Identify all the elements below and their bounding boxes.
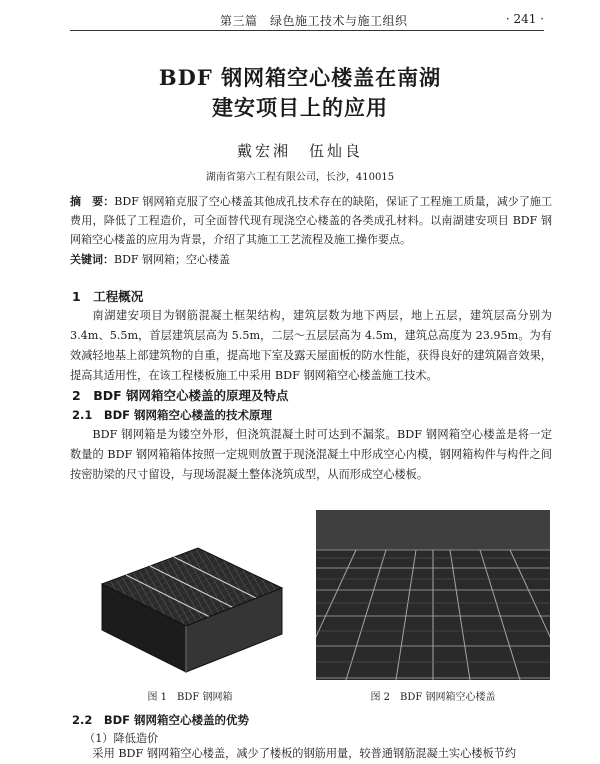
figure-2-image	[316, 510, 550, 680]
section-2-2-body: 采用 BDF 钢网箱空心楼盖，减少了楼板的钢筋用量，较普通钢筋混凝土实心楼板节约	[92, 747, 517, 760]
keywords	[70, 250, 552, 269]
keywords-label: 关键词：	[70, 253, 114, 266]
section-2-2-heading: 2.2 BDF 钢网箱空心楼盖的优势	[72, 713, 250, 727]
abstract-label: 摘 要：	[70, 195, 115, 208]
section-2-heading: 2 BDF 钢网箱空心楼盖的原理及特点	[72, 388, 289, 403]
chapter-title: 第三篇 绿色施工技术与施工组织	[220, 14, 408, 28]
page-number: · 241 ·	[505, 12, 544, 26]
running-header	[70, 8, 544, 31]
section-2-2-item-1: （1）降低造价	[84, 732, 159, 745]
paper-title-line1: BDF 钢网箱空心楼盖在南湖	[158, 65, 442, 90]
figure-1-caption: 图 1 BDF 钢网箱	[147, 692, 233, 703]
figure-1-image	[90, 522, 290, 687]
section-1-heading: 1 工程概况	[72, 289, 144, 304]
paper-title-line2: 建安项目上的应用	[212, 95, 388, 120]
figure-2-caption: 图 2 BDF 钢网箱空心楼盖	[370, 692, 496, 703]
section-2-1-heading: 2.1 BDF 钢网箱空心楼盖的技术原理	[72, 408, 273, 422]
affiliation: 湖南省第六工程有限公司，长沙，410015	[205, 172, 395, 183]
section-2-1-body: BDF 钢网箱是为镂空外形，但浇筑混凝土时可达到不漏浆。BDF 钢网箱空心楼盖是将一定数量的 BDF 钢网箱箱体按照一定规则放置于现浇混凝土中形成空心内模，钢网箱构件与构件之间按密肋梁的尺寸留设，与现场混凝土整体浇筑成型，从而形成空心楼板。	[70, 428, 552, 481]
abstract-text: BDF 钢网箱克服了空心楼盖其他成孔技术存在的缺陷，保证了工程施工质量，减少了施工费用，降低了工程造价，可全面替代现有现浇空心楼盖的各类成孔材料。以南湖建安项目 BDF 钢网箱空心楼盖的应用为背景，介绍了其施工工艺流程及施工操作要点。	[70, 195, 553, 246]
abstract	[70, 192, 552, 249]
authors: 戴宏湘 伍灿良	[236, 142, 363, 160]
keywords-text: BDF 钢网箱；空心楼盖	[114, 253, 231, 266]
section-1-body: 南湖建安项目为钢筋混凝土框架结构，建筑层数为地下两层，地上五层，建筑层高分别为 3.4m、5.5m，首层建筑层高为 5.5m，二层～五层层高为 4.5m，建筑总高度为 23.95m。为有效减轻地基上部建筑物的自重，提高地下室及露天屋面板的防水性能，获得良好的建筑隔音效果，提高其适用性，在该工程楼板施工中采用 BDF 钢网箱空心楼盖施工技术。	[70, 309, 552, 382]
